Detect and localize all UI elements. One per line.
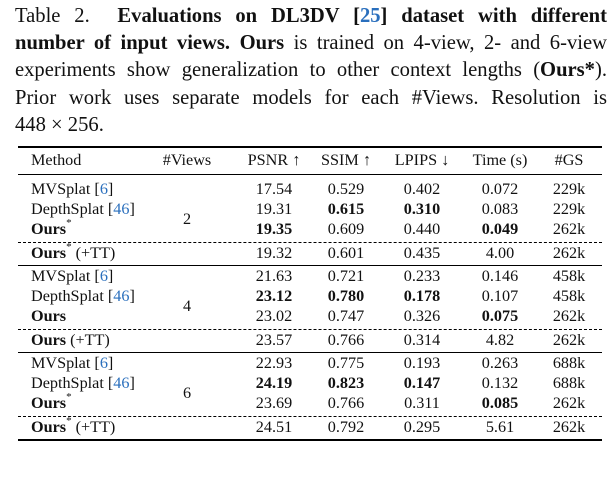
method-suffix: (+TT)	[71, 244, 116, 262]
table-row-tt	[18, 414, 602, 438]
gs-cell: 688k	[552, 374, 586, 392]
method-name: Ours	[31, 418, 67, 436]
caption-resolution: 448 × 256.	[15, 113, 104, 136]
star-marker: *	[66, 414, 72, 427]
method-cell	[31, 216, 72, 240]
method-suffix: (+TT)	[66, 331, 110, 349]
caption-ours-star: Ours*	[540, 59, 595, 82]
table-row	[18, 179, 602, 200]
ssim-cell: 0.823	[327, 374, 365, 392]
gs-cell: 262k	[552, 244, 586, 262]
lpips-cell: 0.310	[403, 200, 441, 218]
table-row-tt	[18, 330, 602, 351]
psnr-cell: 23.12	[255, 287, 293, 305]
ssim-cell: 0.775	[327, 354, 365, 372]
header-gs: #GS	[554, 151, 584, 169]
star-marker: *	[66, 390, 72, 403]
method-name: MVSplat	[31, 267, 91, 285]
method-cell: MVSplat [6]	[31, 180, 114, 198]
table-caption	[15, 3, 607, 139]
lpips-cell: 0.193	[403, 354, 441, 372]
header-ssim: SSIM ↑	[321, 151, 371, 169]
method-name: MVSplat	[31, 180, 91, 198]
method-name: DepthSplat	[31, 374, 104, 392]
method-cell: DepthSplat [46]	[31, 374, 135, 392]
method-name: Ours	[31, 244, 67, 262]
citation-link[interactable]: 46	[113, 287, 130, 305]
caption-line-3	[15, 57, 607, 84]
time-cell: 0.107	[481, 287, 519, 305]
caption-line-2	[15, 30, 607, 57]
psnr-cell: 19.35	[255, 220, 293, 238]
citation-link[interactable]: 6	[99, 267, 108, 285]
method-name: MVSplat	[31, 354, 91, 372]
time-cell: 4.00	[485, 244, 515, 262]
lpips-cell: 0.178	[403, 287, 441, 305]
gs-cell: 262k	[552, 418, 586, 436]
psnr-cell: 19.31	[255, 200, 293, 218]
gs-cell: 229k	[552, 200, 586, 218]
gs-cell: 458k	[552, 287, 586, 305]
method-name: Ours	[31, 331, 67, 349]
method-cell: MVSplat [6]	[31, 354, 114, 372]
lpips-cell: 0.435	[403, 244, 441, 262]
table-row	[18, 306, 602, 327]
lpips-cell: 0.440	[403, 220, 441, 238]
citation-link[interactable]: 6	[99, 354, 108, 372]
time-cell: 5.61	[485, 418, 515, 436]
time-cell: 0.085	[481, 394, 519, 412]
ssim-cell: 0.766	[327, 331, 365, 349]
time-cell: 0.072	[481, 180, 519, 198]
method-cell	[31, 414, 116, 438]
views-cell: 6	[182, 384, 192, 402]
ssim-cell: 0.721	[327, 267, 365, 285]
method-cell	[31, 306, 66, 327]
time-cell: 0.049	[481, 220, 519, 238]
psnr-cell: 23.02	[255, 307, 293, 325]
gs-cell: 262k	[552, 394, 586, 412]
method-name: Ours	[31, 394, 67, 412]
psnr-cell: 22.93	[255, 354, 293, 372]
lpips-cell: 0.314	[403, 331, 441, 349]
star-marker: *	[66, 240, 72, 253]
caption-text-d: Prior work uses separate models for each #Views. Resolution is	[15, 86, 607, 109]
caption-line-1	[15, 3, 607, 30]
time-cell: 0.075	[481, 307, 519, 325]
gs-cell: 229k	[552, 180, 586, 198]
citation-link[interactable]: 46	[113, 200, 130, 218]
citation-link[interactable]: 46	[113, 374, 130, 392]
views-cell: 4	[182, 297, 192, 315]
header-rule	[18, 174, 602, 175]
time-cell: 0.146	[481, 267, 519, 285]
header-time: Time (s)	[472, 151, 528, 169]
gs-cell: 262k	[552, 331, 586, 349]
method-cell	[31, 330, 110, 351]
method-cell: MVSplat [6]	[31, 267, 114, 285]
table-row-tt	[18, 240, 602, 264]
gs-cell: 262k	[552, 307, 586, 325]
method-cell: DepthSplat [46]	[31, 287, 135, 305]
table-row	[18, 390, 602, 414]
caption-line-4	[15, 85, 607, 112]
method-name: DepthSplat	[31, 287, 104, 305]
header-psnr: PSNR ↑	[247, 151, 301, 169]
caption-line-5	[15, 112, 607, 139]
psnr-cell: 24.51	[255, 418, 293, 436]
table-row	[18, 216, 602, 240]
gs-cell: 262k	[552, 220, 586, 238]
lpips-cell: 0.326	[403, 307, 441, 325]
method-name: Ours	[31, 220, 67, 238]
ssim-cell: 0.601	[327, 244, 365, 262]
ssim-cell: 0.615	[327, 200, 365, 218]
header-lpips: LPIPS ↓	[394, 151, 450, 169]
table-row	[18, 353, 602, 374]
caption-ours: Ours	[239, 32, 285, 55]
bottom-rule	[18, 439, 602, 441]
time-cell: 0.263	[481, 354, 519, 372]
psnr-cell: 23.57	[255, 331, 293, 349]
psnr-cell: 19.32	[255, 244, 293, 262]
header-views: #Views	[162, 151, 212, 169]
ssim-cell: 0.609	[327, 220, 365, 238]
ssim-cell: 0.792	[327, 418, 365, 436]
psnr-cell: 17.54	[255, 180, 293, 198]
table-row	[18, 266, 602, 287]
caption-text-b: experiments show generalization to other context lengths (	[15, 59, 541, 82]
psnr-cell: 21.63	[255, 267, 293, 285]
caption-label: Table 2.	[15, 5, 90, 27]
caption-title-line2: number of input views.	[15, 32, 231, 55]
lpips-cell: 0.147	[403, 374, 441, 392]
ssim-cell: 0.780	[327, 287, 365, 305]
views-cell: 2	[182, 210, 192, 228]
table-row	[18, 373, 602, 394]
lpips-cell: 0.295	[403, 418, 441, 436]
method-cell	[31, 390, 72, 414]
caption-citation[interactable]: 25	[359, 5, 381, 27]
time-cell: 0.132	[481, 374, 519, 392]
time-cell: 0.083	[481, 200, 519, 218]
caption-title-part1: Evaluations on DL3DV [	[117, 5, 360, 27]
lpips-cell: 0.233	[403, 267, 441, 285]
gs-cell: 458k	[552, 267, 586, 285]
lpips-cell: 0.311	[404, 394, 440, 412]
method-cell	[31, 240, 116, 264]
ssim-cell: 0.529	[327, 180, 365, 198]
citation-link[interactable]: 6	[99, 180, 108, 198]
star-marker: *	[66, 216, 72, 229]
header-row	[18, 150, 602, 171]
time-cell: 4.82	[485, 331, 515, 349]
header-method: Method	[31, 151, 82, 169]
top-rule	[18, 146, 602, 148]
gs-cell: 688k	[552, 354, 586, 372]
method-suffix: (+TT)	[71, 418, 116, 436]
table-row	[18, 286, 602, 307]
method-name: DepthSplat	[31, 200, 104, 218]
psnr-cell: 23.69	[255, 394, 293, 412]
psnr-cell: 24.19	[255, 374, 293, 392]
caption-text-a: is trained on 4-view, 2- and 6-view	[284, 32, 607, 55]
caption-title-part2: ] dataset with different	[380, 5, 607, 27]
caption-text-c: ).	[594, 59, 607, 82]
method-cell: DepthSplat [46]	[31, 200, 135, 218]
ssim-cell: 0.747	[327, 307, 365, 325]
method-name: Ours	[31, 307, 67, 325]
table-row	[18, 199, 602, 220]
lpips-cell: 0.402	[403, 180, 441, 198]
ssim-cell: 0.766	[327, 394, 365, 412]
